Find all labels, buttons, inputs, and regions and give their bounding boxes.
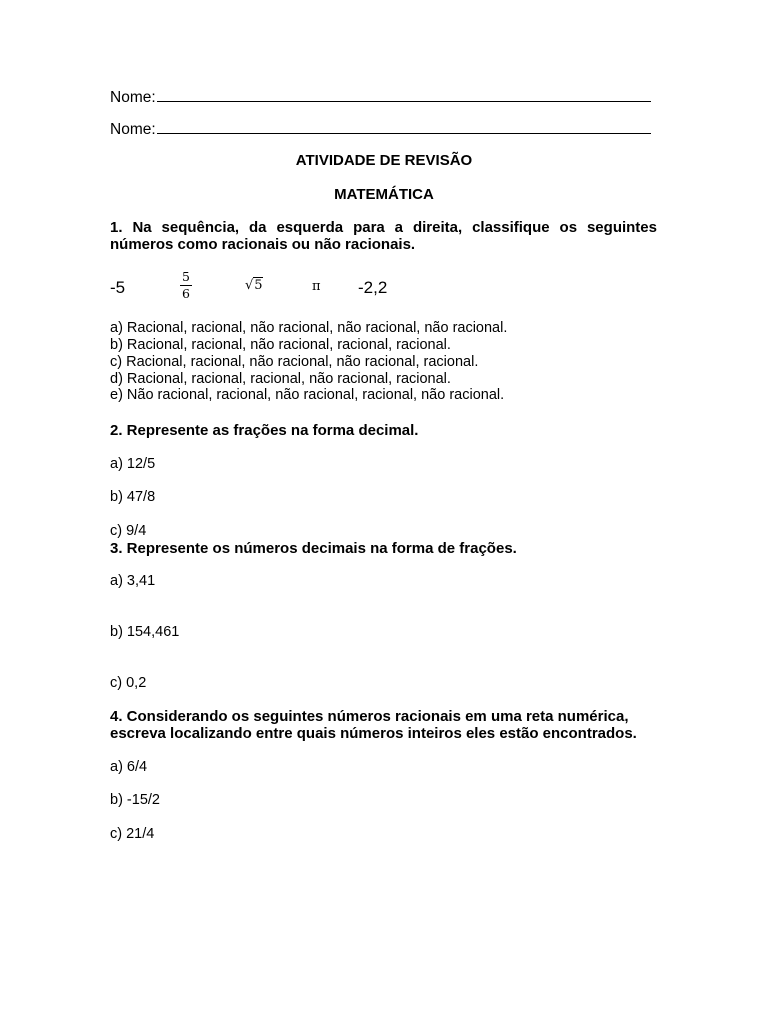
q1-option-e: e) Não racional, racional, não racional, racional, não racional.	[110, 387, 505, 403]
q4-item-b: b) -15/2	[110, 792, 160, 808]
name-blank-line	[157, 87, 651, 102]
q1-option-d: d) Racional, racional, racional, não racional, racional.	[110, 371, 451, 387]
q2-item-b: b) 47/8	[110, 489, 156, 505]
q2-item-c: c) 9/4	[110, 523, 147, 539]
number-negative-five: -5	[110, 278, 126, 297]
question-1-prompt: 1. Na sequência, da esquerda para a direita, classifique os seguintes números como racionais ou não racionais.	[110, 219, 657, 253]
question-4-prompt: 4. Considerando os seguintes números racionais em uma reta numérica, escreva localizando entre quais números inteiros eles estão encontrados.	[110, 708, 637, 742]
question-3-prompt: 3. Represente os números decimais na forma de frações.	[110, 540, 517, 557]
q1-option-c: c) Racional, racional, não racional, não racional, racional.	[110, 354, 479, 370]
q3-item-a: a) 3,41	[110, 573, 156, 589]
q1-option-a: a) Racional, racional, não racional, não racional, não racional.	[110, 320, 508, 336]
q4-item-a: a) 6/4	[110, 759, 148, 775]
q3-item-c: c) 0,2	[110, 675, 147, 691]
name-field-1	[110, 87, 651, 107]
name-label: Nome:	[110, 89, 156, 106]
q4-item-c: c) 21/4	[110, 826, 155, 842]
q1-option-b: b) Racional, racional, não racional, racional, racional.	[110, 337, 451, 353]
name-label: Nome:	[110, 121, 156, 138]
subject-title: MATEMÁTICA	[334, 186, 434, 203]
fraction-denominator: 6	[182, 286, 190, 301]
radicand: 5	[254, 278, 263, 293]
q3-item-b: b) 154,461	[110, 624, 180, 640]
pi-symbol: π	[312, 279, 321, 294]
name-blank-line	[157, 119, 651, 134]
question-2-prompt: 2. Represente as frações na forma decimal.	[110, 422, 419, 439]
number-negative-two-point-two: -2,2	[358, 278, 388, 297]
fraction-numerator: 5	[182, 269, 190, 284]
document-title: ATIVIDADE DE REVISÃO	[295, 152, 473, 169]
q2-item-a: a) 12/5	[110, 456, 156, 472]
name-field-2	[110, 119, 651, 139]
radical-sign: √	[245, 278, 254, 293]
fraction-five-sixths	[178, 270, 194, 301]
square-root-five	[245, 278, 263, 293]
